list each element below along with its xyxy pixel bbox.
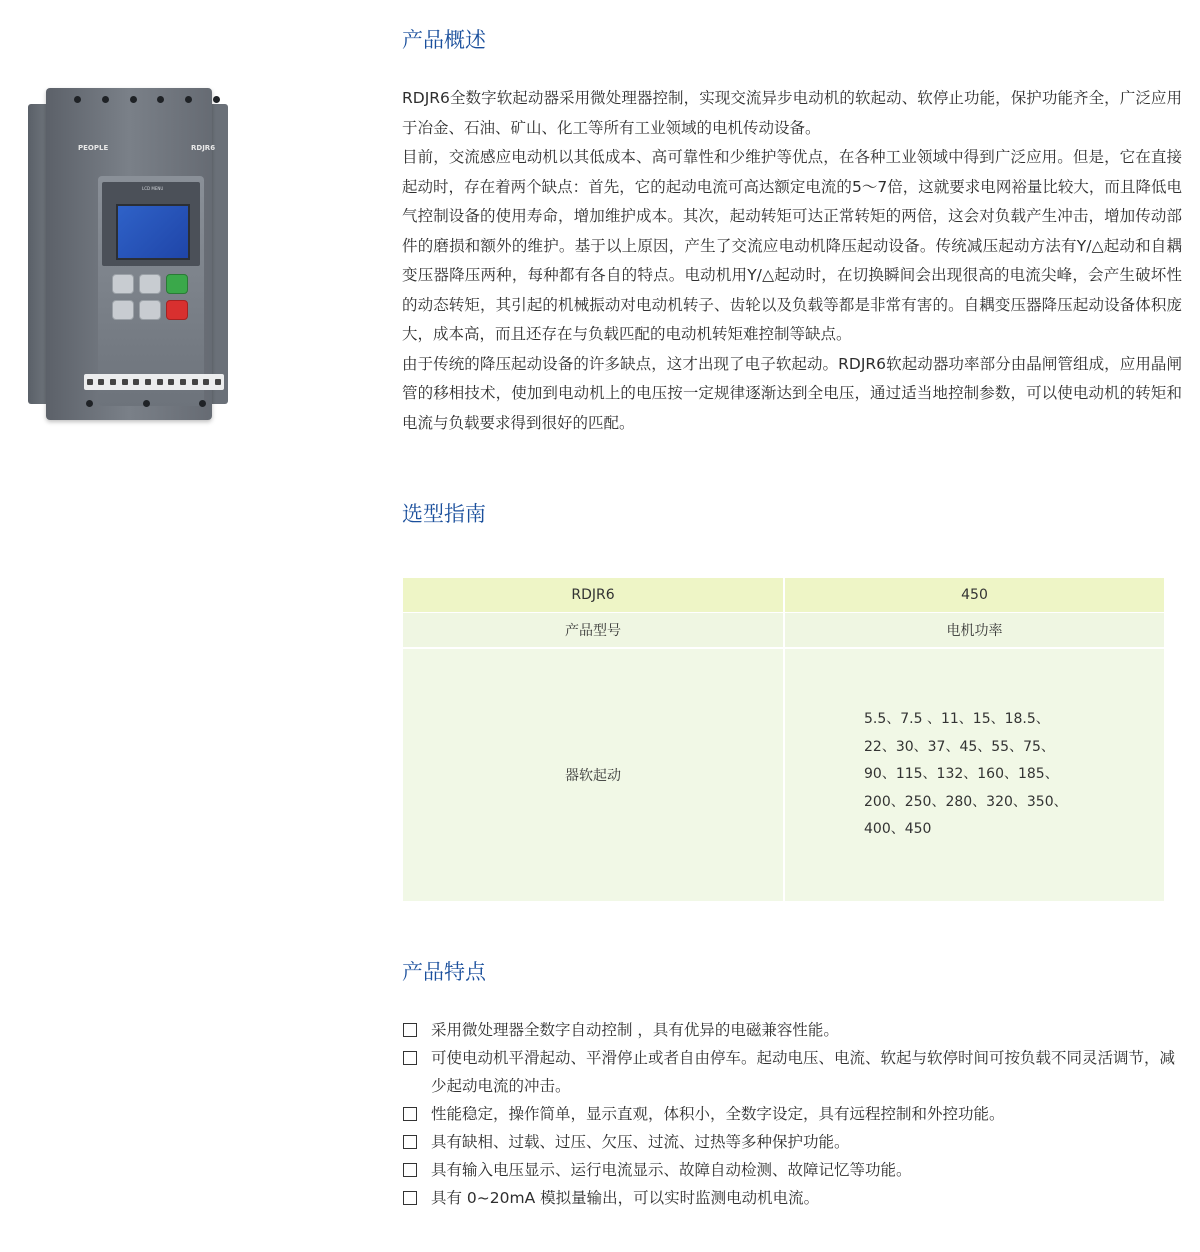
overview-paragraph: 由于传统的降压起动设备的许多缺点，这才出现了电子软起动。RDJR6软起动器功率部分由晶闸管组成，应用晶闸管的移相技术，使加到电动机上的电压按一定规律逐渐达到全电压，通过适当地控制参数，可以使电动机的转矩和电流与负载要求得到很好的匹配。 [402,354,1182,432]
up-key-icon [139,274,161,294]
product-image [28,88,228,420]
feature-text: 可使电动机平滑起动、平滑停止或者自由停车。起动电压、电流、软起与软停时间可按负载不同灵活调节，减少起动电流的冲击。 [431,1049,1176,1095]
checkbox-icon [403,1135,417,1149]
list-item [402,1156,1182,1184]
feature-text: 采用微处理器全数字自动控制 ，具有优异的电磁兼容性能。 [431,1021,839,1039]
checkbox-icon [403,1191,417,1205]
feature-text: 性能稳定，操作简单，显示直观，体积小，全数字设定，具有远程控制和外控功能。 [431,1105,1005,1123]
power-line: 90、115、132、160、185、 [864,766,1059,783]
terminal-icon [180,379,186,385]
table-subheader-row [403,612,1164,647]
keypad-key-icon [112,300,134,320]
stop-key-icon [166,300,188,320]
screw-icon [102,96,109,103]
checkbox-icon [403,1051,417,1065]
keypad [112,274,192,320]
checkbox-icon [403,1023,417,1037]
power-line: 5.5、7.5 、11、15、18.5、 [864,711,1050,728]
terminal-block [84,374,224,390]
terminal-icon [215,379,221,385]
feature-text: 具有输入电压显示、运行电流显示、故障自动检测、故障记忆等功能。 [431,1161,912,1179]
down-key-icon [139,300,161,320]
terminal-icon [122,379,128,385]
terminal-icon [133,379,139,385]
overview-body [402,84,1182,438]
lcd-frame [102,182,200,266]
keypad-key-icon [112,274,134,294]
product-front-cover [46,88,216,420]
screw-icon [143,400,150,407]
product-brand: PEOPLE [78,144,109,152]
screw-icon [185,96,192,103]
selection-table [403,578,1164,901]
table-subheader-cell: 产品型号 [403,612,783,647]
terminal-icon [203,379,209,385]
power-line: 22、30、37、45、55、75、 [864,738,1055,755]
overview-paragraph: RDJR6全数字软起动器采用微处理器控制，实现交流异步电动机的软起动、软停止功能，保护功能齐全，广泛应用于冶金、石油、矿山、化工等所有工业领域的电机传动设备。 [402,89,1182,137]
overview-paragraph: 目前，交流感应电动机以其低成本、高可靠性和少维护等优点，在各种工业领域中得到广泛应用。但是，它在直接起动时，存在着两个缺点：首先，它的起动电流可高达额定电流的5～7倍，这就要求电网裕量比较大，而且降低电气控制设备的使用寿命，增加维护成本。其次，起动转矩可达正常转矩的两倍，这会对负载产生冲击，增加传动部件的磨损和额外的维护。基于以上原因，产生了交流应电动机降压起动设备。传统减压起动方法有Y/△起动和自耦变压器降压两种，每种都有各自的特点。电动机用Y/△起动时，在切换瞬间会出现很高的电流尖峰，会产生破坏性的动态转矩，其引起的机械振动对电动机转子、齿轮以及负载等都是非常有害的。自耦变压器降压起动设备体积庞大，成本高，而且还存在与负载匹配的电动机转矩难控制等缺点。 [402,148,1182,343]
feature-text: 具有 0~20mA 模拟量输出，可以实时监测电动机电流。 [431,1189,820,1207]
lcd-screen [116,204,190,260]
terminal-icon [192,379,198,385]
list-item [402,1128,1182,1156]
checkbox-icon [403,1107,417,1121]
checkbox-icon [403,1163,417,1177]
top-screw-row [74,96,220,106]
terminal-icon [168,379,174,385]
table-header-cell: RDJR6 [403,578,783,612]
model-cell: 器软起动 [403,647,783,901]
terminal-icon [98,379,104,385]
control-panel [98,176,204,406]
screw-icon [199,400,206,407]
screw-icon [213,96,220,103]
table-subheader-cell: 电机功率 [783,612,1164,647]
terminal-icon [157,379,163,385]
power-cell [783,647,1164,901]
terminal-icon [110,379,116,385]
table-header-row [403,578,1164,612]
feature-text: 具有缺相、过载、过压、欠压、过流、过热等多种保护功能。 [431,1133,850,1151]
list-item [402,1016,1182,1044]
bottom-screw-row [86,400,206,407]
power-line: 400、450 [864,821,932,838]
overview-title: 产品概述 [402,28,486,52]
power-line: 200、250、280、320、350、 [864,793,1068,810]
lcd-label: LCD MENU [142,186,164,191]
table-row [403,647,1164,901]
table-header-cell: 450 [783,578,1164,612]
screw-icon [86,400,93,407]
terminal-icon [145,379,151,385]
features-list [402,1016,1182,1212]
features-title: 产品特点 [402,960,486,984]
selection-title: 选型指南 [402,502,486,526]
run-key-icon [166,274,188,294]
list-item [402,1044,1182,1100]
product-model-label: RDJR6 [191,144,216,152]
screw-icon [130,96,137,103]
screw-icon [157,96,164,103]
list-item [402,1184,1182,1212]
list-item [402,1100,1182,1128]
terminal-icon [87,379,93,385]
screw-icon [74,96,81,103]
